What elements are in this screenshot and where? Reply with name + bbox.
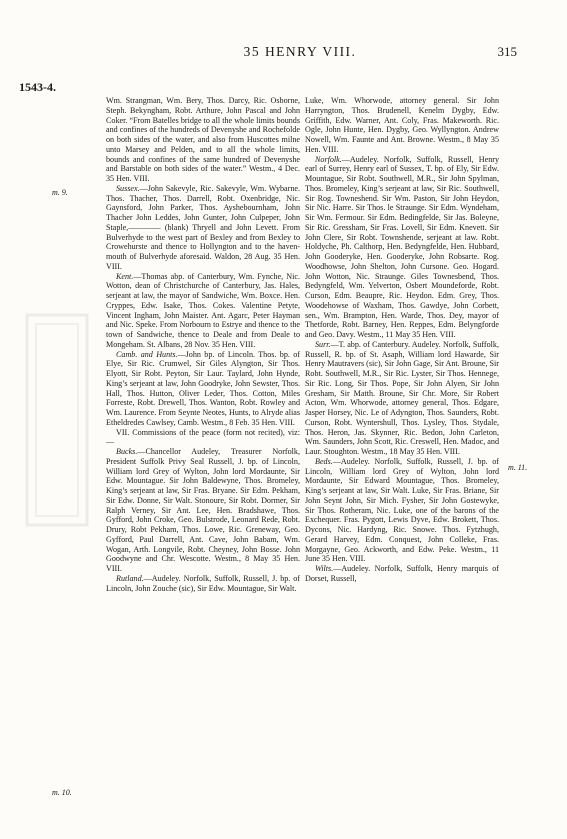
- running-head: [0, 44, 567, 64]
- paragraph-text: —John Sakevyle, Ric. Sakevyle, Wm. Wybarne. Thos. Thacher, Thos. Darrell, Robt. Oxenbridge, Nic. Gaynsford, John Parker, Thos. Ayshebournham, John Thacher John Leddes, John Gunter, John Culpeper, John Staple,———— (blank) Thryell and John Levett. From Bulverhyde to the west part of Bexley and from Bexley to Crowehurste and thence to Hollyngton and to the haven-mouth of Bulverhyde aforesaid. Waldon, 28 Aug. 35 Hen. VIII.: [106, 183, 300, 271]
- paragraph-sussex: [106, 184, 300, 272]
- library-stamp-watermark: [22, 310, 92, 530]
- paragraph-beds: [305, 457, 499, 564]
- county-label: Sussex.: [116, 183, 140, 193]
- paragraph-text: —Audeley. Norfolk, Suffolk, Russell, J. bp. of Lincoln, John Zouche (sic), Sir Edw. Mountague, Sir Walt.: [106, 573, 300, 593]
- paragraph-text: —Audeley. Norfolk, Suffolk, Henry marquis of Dorset, Russell,: [305, 564, 499, 583]
- page-number: 315: [497, 44, 517, 59]
- county-label: Rutland.: [116, 573, 144, 583]
- paragraph-surrey: [305, 340, 499, 457]
- margin-note-m10: m. 10.: [52, 788, 72, 797]
- paragraph-kent: [106, 272, 300, 350]
- year-label: 1543-4.: [19, 80, 56, 94]
- margin-note-m11: m. 11.: [508, 463, 528, 472]
- county-label: Wilts.: [315, 564, 334, 573]
- paragraph-text: —Audeley. Norfolk, Suffolk, Russell, Henry earl of Surrey, Henry earl of Sussex, T. bp. of Ely, Sir Edw. Mountague, Sir Robt. Southwell, M.R., Sir John Spylman, Thos. Bromeley, King’s serjeant at law, Sir Ric. Southwell, Sir Rog. Towneshend. Sir Wm. Paston, Sir John Heydon, Sir Nic. Harre. Sir Thos. le Straunge. Sir Edm. Wyndeham, Sir Wm. Fermour. Sir Edm. Bedingfelde, Sir Jas. Boleyne, Sir Ric. Gressham, Sir Fras. Lovell, Sir Edm. Knevett. Sir John Clere, Sir Robt. Townshende, serjeant at law. Robt. Holdyche, Ph. Calthorp, Hen. Bedyngfelde, Hen. Hubbard, John Gooderyke, Hen. Gooderyke, John Robsarte. Rog. Woodhowse, John Shelton, John Cursone. Geo. Hogard. John Wotton, Nic. Straunge. Giles Townesbend, Thos. Bedyngfeld, Wm. Yelverton, Osbert Moundeforde, Robt. Curson, Edm. Beaupre, Ric. Heydon. Edm. Grey, Thos. Woodehowse of Waxham, Thos. Gawdye, John Corbett, sen., Wm. Brampton, Hen. Warde, Thos. Dey, mayor of Thetforde, Robt. Barney, Hen. Reppes, Edm. Belyngforde and Geo. Davy. Westm., 11 May 35 Hen. VIII.: [305, 154, 499, 339]
- county-label: Kent.: [116, 271, 134, 281]
- county-label: Camb. and Hunts.: [116, 349, 178, 359]
- paragraph-camb-hunts: [106, 350, 300, 428]
- paragraph-text: —T. abp. of Canterbury. Audeley. Norfolk, Suffolk, Russell, R. bp. of St. Asaph, William lord Hawarde, Sir Henry Mautravers (sic), Sir John Gage, Sir Ant. Broune, Sir Robt. Southwell, M.R., Sir Ric. Lyster, Sir Thos. Hennege, Sir Ric. Long, Sir Thos. Pope, Sir John Alyen, Sir John Gresham, Sir Matth. Broune, Sir Chr. More, Sir Robert Acton, Wm. Whorwode, attorney general, Thos. Edgare, Jasper Horsey, Nic. Le of Adyngton, Thos. Saunders, Robt. Curson, Robt. Wyntershull, Thos. Lysley, Thos. Stydale, Thos. Heron, Jas. Skynner, Ric. Bedon, John Carleton, Wm. Saunders, John Scott, Ric. Creswell, Hen. Madoc, and Laur. Stoughton. Westm., 18 May 35 Hen. VIII.: [305, 339, 499, 456]
- paragraph-text: —John bp. of Lincoln. Thos. bp. of Elye, Sir Ric. Crumwel, Sir Giles Alyngton, Sir Thos. Elyott, Sir Robt. Peyton, Sir Laur. Taylard, John Hynde, King’s serjeant at law, John Goodryke, John Sewster, Thos. Hall, Thos. Hutton, Oliver Leder, Thos. Cotton, Miles Forreste, Robt. Drewell, Thos. Wanton, Robt. Rowley and Wm. Laurence. From Seynte Neotes, Hunts, to Alryde alias Etheldredes Cawlsey, Camb. Westm., 8 Feb. 35 Hen. VIII.: [106, 349, 300, 427]
- margin-note-m9: m. 9.: [52, 188, 68, 197]
- paragraph-text: —Chancellor Audeley, Treasurer Norfolk, President Suffolk Privy Seal Russell, J. bp. of Lincoln, William lord Grey of Wylton, John lord Mordaunte, Sir Edw. Mountague. Sir John Baldewyne, Thos. Bromeley, King’s serjeant at law, Sir Fras. Bryane. Sir Edm. Pekham, Sir Edw. Donne, Sir Walt. Stonoure, Sir Robt. Dormer, Sir Ralph Verney, Sir Ant. Lee, Hen. Bradshawe, Thos. Gyfford, John Croke, Geo. Bulstrode, Leonard Rede, Robt. Drury, Robt Pekham, Thos. Lowe, Ric. Greneway, Geo. Gyfford, Paul Darrell, Ant. Cave, John Babam, Wm. Wogan, Arth. Longvile, Robt. Cheyney, John Bosse. John Goodwyne and Chr. Wescotte. Westm., 8 May 35 Hen. VIII.: [106, 447, 300, 573]
- paragraph-wilts: [305, 564, 499, 584]
- county-label: Bucks.: [116, 447, 138, 456]
- paragraph-text: —Audeley. Norfolk, Suffolk, Russell, J. bp. of Lincoln, William lord Grey of Wylton, John lord Mordaunte, Sir Edward Mountague, Thos. Bromeley, King’s serjeant at law, Sir Walt. Luke, Sir Fras. Briane, Sir John Seynt John, Sir Mich. Fysher, Sir John Gostewyke, Sir Thos. Rotheram, Nic. Luke, one of the barons of the Exchequer. Fras. Pygott, Lewis Dyve, Edw. Brokett, Thos. Dycons, Nic. Hardyng, Ric. Snowe. Thos. Fytzhugh, Gerard Harvey, Edm. Conquest, John Colleke, Fras. Morgayne, Geo. Ackworth, and Edw. Peke. Westm., 11 June 35 Hen. VIII.: [305, 456, 499, 564]
- left-text-column: [106, 96, 300, 593]
- paragraph-rutland-continued: Luke, Wm. Whorwode, attorney general. Sir John Harryngton, Thos. Brudenell, Kenelm Dygby, Edw. Griffith, Edw. Warner, Ant. Coly, Fras. Makeworth. Ric. Ogle, John Hunte, Hen. Dygby, Geo. Wyllyngton. Andrew Nowell, Wm. Faunte and Ant. Browne. Westm., 8 May 35 Hen. VIII.: [305, 96, 499, 154]
- right-text-column: [305, 96, 499, 584]
- paragraph-rutland: [106, 574, 300, 594]
- county-label: Norfolk.: [315, 154, 342, 164]
- paragraph-essex-continued: Wm. Strangman, Wm. Bery, Thos. Darcy, Ric. Osborne, Steph. Bekyngham, Robt. Arthure, John Pascal and John Coker. “From Batelles bridge to all the whole limits bounds and confines of the hundreds of Devenyshe and Rochefolde on both sides of the water, and also from Huscottes milne unto Marsey and Pelden, and to all the whole limits, bounds and confines of the same hundred of Devenyshe and Barstable on both sides of the water.” Westm., 4 Dec. 35 Hen. VIII.: [106, 96, 300, 183]
- paragraph-norfolk: [305, 155, 499, 340]
- section-heading-vii: VII. Commissions of the peace (form not recited), viz:—: [106, 427, 300, 447]
- county-label: Surr.: [315, 339, 331, 349]
- county-label: Beds.: [315, 456, 333, 466]
- page-title: 35 HENRY VIII.: [243, 44, 357, 59]
- paragraph-bucks: [106, 447, 300, 574]
- paragraph-text: —Thomas abp. of Canterbury, Wm. Fynche, Nic. Wotton, dean of Christchurche of Canterbury, Jas. Hales, serjeant at law, the mayor of Sandwiche, Wm. Boxce. Hen. Cryppes, Edw. Isake, Thos. Cokes. Valentine Petyte, Vincent Ingham, John Maister. Ant. Agarc, Peter Hayman and Nic. Speke. From Norbourn to Estrye and thence to the town of Sandwiche, thence to Deale and from Deale to Mongeham. St. Albans, 28 Nov. 35 Hen. VIII.: [106, 271, 300, 349]
